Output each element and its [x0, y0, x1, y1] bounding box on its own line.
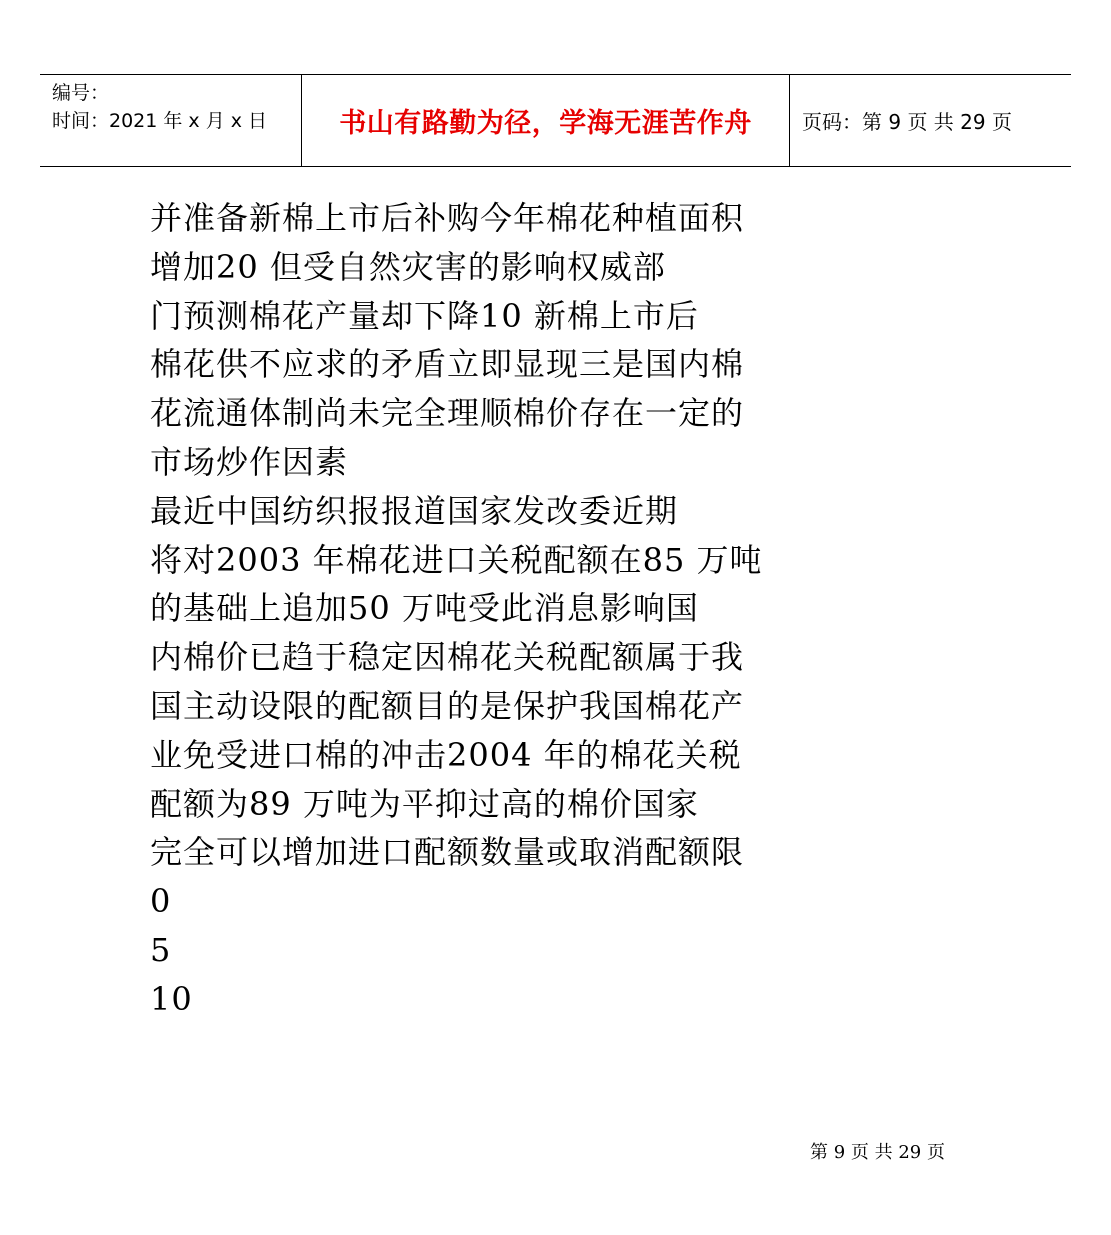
- body-line: 内棉价已趋于稳定因棉花关税配额属于我: [150, 638, 745, 677]
- body-line: 配额为89 万吨为平抑过高的棉价国家: [150, 784, 699, 823]
- body-line: 市场炒作因素: [150, 442, 349, 481]
- body-line: 最近中国纺织报报道国家发改委近期: [150, 491, 679, 530]
- body-line: 完全可以增加进口配额数量或取消配额限: [150, 833, 745, 872]
- body-line: 国主动设限的配额目的是保护我国棉花产: [150, 686, 745, 725]
- motto-text: 书山有路勤为径，学海无涯苦作舟: [339, 108, 752, 139]
- footer-page-number: 第 9 页 共 29 页: [810, 1142, 945, 1163]
- body-line: 5: [150, 930, 172, 969]
- header-page-cell: [790, 75, 1071, 166]
- body-line: 的基础上追加50 万吨受此消息影响国: [150, 589, 699, 628]
- body-line: 门预测棉花产量却下降10 新棉上市后: [150, 296, 699, 335]
- body-line: 花流通体制尚未完全理顺棉价存在一定的: [150, 394, 745, 433]
- header-motto-cell: [302, 75, 790, 166]
- date-label: 时间：2021 年 x 月 x 日: [52, 110, 268, 132]
- body-line: 10: [150, 979, 193, 1018]
- body-line: 业免受进口棉的冲击2004 年的棉花关税: [150, 735, 742, 774]
- page-header: [40, 74, 1071, 167]
- body-line: 0: [150, 882, 172, 921]
- body-line: 增加20 但受自然灾害的影响权威部: [150, 247, 666, 286]
- page-footer: [810, 1138, 951, 1164]
- document-body: [150, 194, 870, 1024]
- body-line: 将对2003 年棉花进口关税配额在85 万吨: [150, 540, 763, 579]
- body-line: 棉花供不应求的矛盾立即显现三是国内棉: [150, 345, 745, 384]
- serial-number-label: 编号：: [52, 82, 110, 104]
- header-meta-cell: [40, 75, 302, 166]
- body-line: 并准备新棉上市后补购今年棉花种植面积: [150, 199, 745, 237]
- header-page-number: 页码：第 9 页 共 29 页: [802, 110, 1012, 134]
